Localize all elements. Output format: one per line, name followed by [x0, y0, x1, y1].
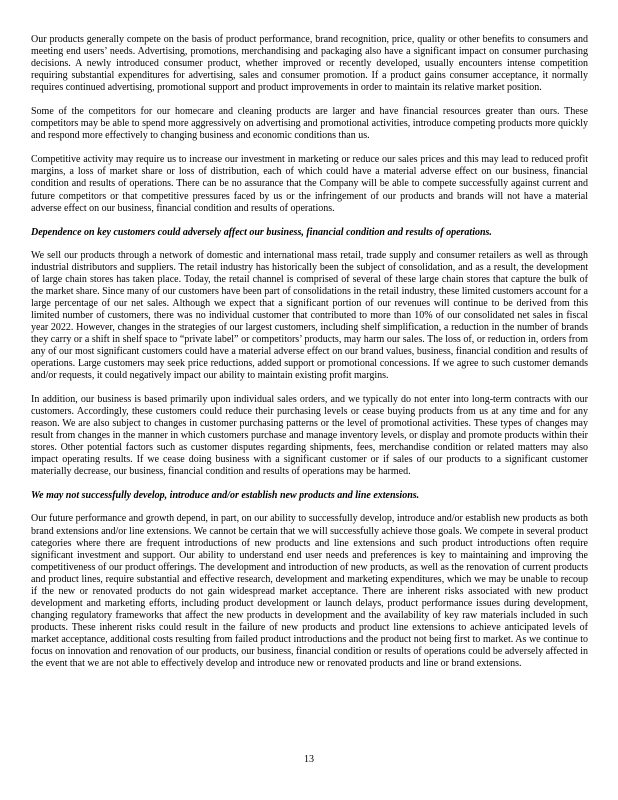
section-heading-new-products: We may not successfully develop, introduce and/or establish new products and line extensions. [31, 490, 420, 502]
section-heading-key-customers: Dependence on key customers could adversely affect our business, financial condition and results of operations. [31, 226, 492, 238]
page-number: 13 [304, 754, 314, 765]
paragraph-sales-network: We sell our products through a network of domestic and international mass retail, trade supply and consumer retailers as well as through industrial distributors and suppliers. The retail industry has historically been the subject of consolidation, and as a result, the development of large chain stores has taken place. Today, the retail channel is comprised of several of these large chain stores that capture the bulk of the market share. Since many of our customers have been part of consolidations in the retail industry, these limited customers account for a large percentage of our net sales. Although we expect that a significant portion of our revenues will continue to be derived from this limited number of customers, there was no individual customer that contributed to more than 10% of our consolidated net sales in fiscal year 2022. However, changes in the strategies of our largest customers, including shelf simplification, a reduction in the number of brands they carry or a shift in shelf space to “private label” or competitors’ products, may harm our sales. The loss of, or reduction in, orders from any of our most significant customers could have a material adverse effect on our brand values, business, financial condition and results of operations. Large customers may seek price reductions, added support or promotional concessions. If we agree to such customer demands and/or requests, it could negatively impact our ability to maintain existing profit margins. [31, 249, 588, 382]
paragraph-sales-orders: In addition, our business is based primarily upon individual sales orders, and we typically do not enter into long-term contracts with our customers. Accordingly, these customers could reduce their purchasing levels or cease buying products from us at any time and for any reason. We are also subject to changes in customer purchasing patterns or the level of promotional activities. These types of changes may result from changes in the manner in which customers purchase and manage inventory levels, or display and promote products within their stores. Other potential factors such as customer disputes regarding shipments, fees, merchandise condition or related matters may also impact operating results. If we cease doing business with a significant customer or if sales of our products to a significant customer materially decrease, our business, financial condition and results of operations may be harmed. [31, 394, 588, 478]
paragraph-competition: Our products generally compete on the basis of product performance, brand recognition, price, quality or other benefits to consumers and meeting end users’ needs. Advertising, promotions, merchandising and packaging also have a significant impact on consumer purchasing decisions. A newly introduced consumer product, whether improved or recently developed, usually encounters intense competition requiring substantial expenditures for advertising, sales and consumer promotion. If a product gains consumer acceptance, it normally requires continued advertising, promotional support and product improvements in order to maintain its relative market position. [31, 34, 588, 94]
paragraph-future-performance: Our future performance and growth depend, in part, on our ability to successfully develop, introduce and/or establish new products as both brand extensions and/or line extensions. We cannot be certain that we will successfully achieve those goals. We compete in several product categories where there are frequent introductions of new products and line extensions and such product introductions often require significant investment and support. Our ability to understand end user needs and preferences is key to maintaining and improving the competitiveness of our product offerings. The development and introduction of new products, as well as the renovation of current products and product lines, require substantial and effective research, development and marketing expenditures, which we may be unable to recoup if the new or renovated products do not gain widespread market acceptance. There are inherent risks associated with new product development and marketing efforts, including product development or launch delays, product performance issues during development, changing regulatory frameworks that affect the new products in development and the availability of key raw materials included in such products. These inherent risks could result in the failure of new products and product line extensions to achieve anticipated levels of market acceptance, additional costs resulting from failed product introductions and the product not being first to market. As we continue to focus on innovation and renovation of our products, our business, financial condition or results of operations could be adversely affected in the event that we are not able to effectively develop and introduce new or renovated products and line or brand extensions. [31, 513, 588, 670]
paragraph-competitors: Some of the competitors for our homecare and cleaning products are larger and have financial resources greater than ours. These competitors may be able to spend more aggressively on advertising and promotional activities, introduce competing products more quickly and respond more effectively to changing business and economic conditions than us. [31, 106, 588, 142]
paragraph-competitive-activity: Competitive activity may require us to increase our investment in marketing or reduce our sales prices and this may lead to reduced profit margins, a loss of market share or loss of distribution, each of which could have a material adverse effect on our business, financial condition and results of operations. There can be no assurance that the Company will be able to compete successfully against current and future competitors or that competitive pressures faced by us or the infringement of our products and brands will not have a material adverse effect on our business, financial condition and results of operations. [31, 154, 588, 214]
document-page [31, 34, 588, 682]
